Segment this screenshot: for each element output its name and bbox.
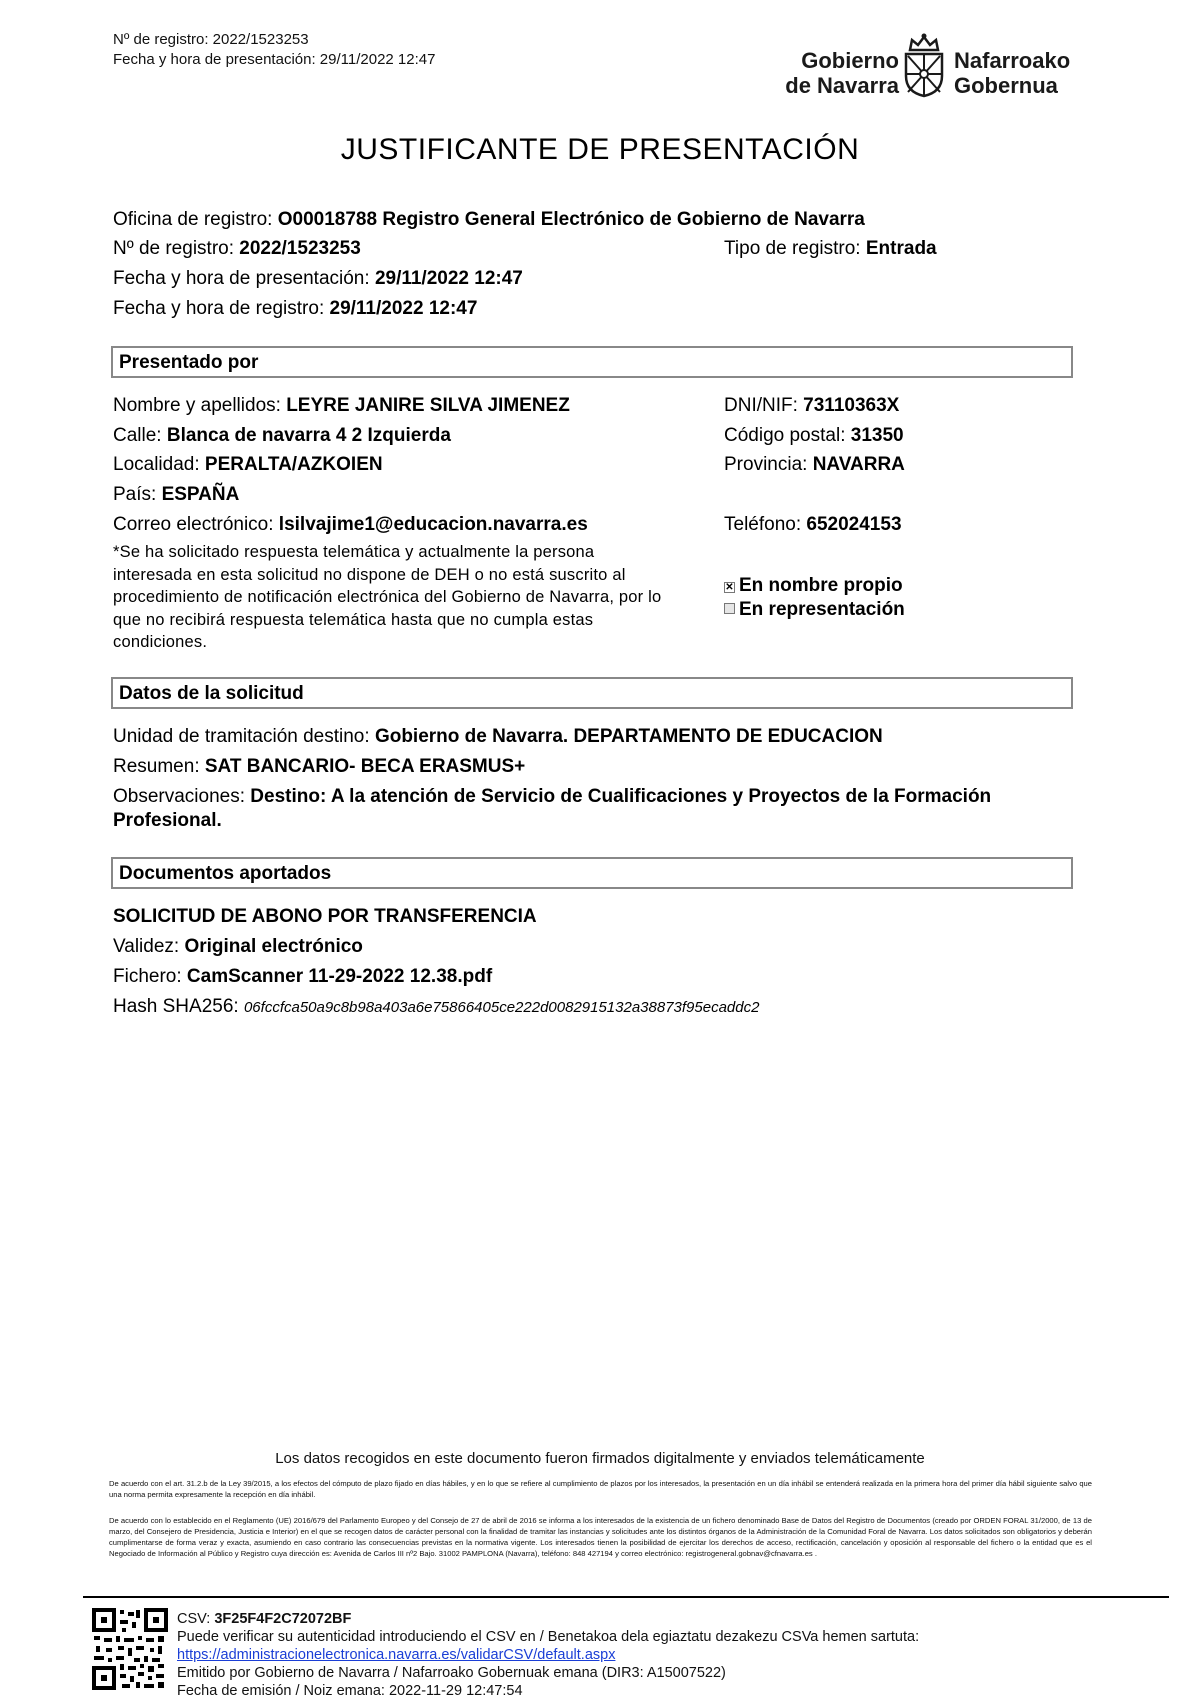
section-documentos-aportados: Documentos aportados xyxy=(111,857,1073,889)
emitido-por: Emitido por Gobierno de Navarra / Nafarroako Gobernuak emana (DIR3: A15007522) xyxy=(177,1665,726,1681)
calle-value: Blanca de navarra 4 2 Izquierda xyxy=(166,425,451,446)
hash-label: Hash SHA256: xyxy=(113,996,244,1017)
observaciones xyxy=(113,784,991,810)
pais xyxy=(113,482,239,508)
numero-label: Nº de registro: xyxy=(113,238,240,259)
oficina-value: O00018788 Registro General Electrónico de Gobierno de Navarra xyxy=(277,209,865,230)
csv-label: CSV: xyxy=(177,1611,215,1627)
logo-text-left-1: Gobierno xyxy=(801,48,899,73)
navarra-coat-of-arms-icon xyxy=(902,32,946,98)
pais-value: ESPAÑA xyxy=(161,484,240,505)
section-datos-solicitud: Datos de la solicitud xyxy=(111,677,1073,709)
government-logo xyxy=(762,30,1082,100)
validez-value: Original electrónico xyxy=(184,936,363,957)
cp-label: Código postal: xyxy=(724,425,851,446)
fecha-presentacion xyxy=(113,266,523,292)
correo-value: lsilvajime1@educacion.navarra.es xyxy=(278,514,588,535)
option-label: En nombre propio xyxy=(739,575,903,596)
csv-line xyxy=(177,1610,919,1628)
csv-value: 3F25F4F2C72072BF xyxy=(214,1611,352,1627)
tipo-value: Entrada xyxy=(865,238,937,259)
oficina-registro xyxy=(113,207,865,233)
numero-registro xyxy=(113,236,361,262)
provincia-value: NAVARRA xyxy=(812,454,905,475)
calle-label: Calle: xyxy=(113,425,167,446)
firmados-notice: Los datos recogidos en este documento fueron firmados digitalmente y enviados telemáticamente xyxy=(275,1450,925,1467)
fecha-registro xyxy=(113,296,477,322)
hash-sha256 xyxy=(113,994,759,1021)
checkbox-checked-icon: ✕ xyxy=(725,582,734,593)
localidad xyxy=(113,452,383,478)
deh-note-line: interesada en esta solicitud no dispone de DEH o no está suscrito al xyxy=(113,565,626,584)
fichero-value: CamScanner 11-29-2022 12.38.pdf xyxy=(186,966,493,987)
legal-text-plazos: De acuerdo con el art. 31.2.b de la Ley 39/2015, a los efectos del cómputo de plazo fijado en días hábiles, y en lo que se refiere al cumplimiento de plazos por los interesados, la presentación en un día inhábil se entenderá realizada en la primera hora del primer día hábil siguiente salvo que una norma permita expresamente la recepción en día inhábil. xyxy=(109,1479,1092,1499)
header-fecha: Fecha y hora de presentación: 29/11/2022 12:47 xyxy=(113,51,436,68)
unidad-value: Gobierno de Navarra. DEPARTAMENTO DE EDUCACION xyxy=(374,726,883,747)
observaciones-cont xyxy=(113,808,222,834)
document-title-item: SOLICITUD DE ABONO POR TRANSFERENCIA xyxy=(113,906,537,927)
footer-info xyxy=(177,1610,919,1700)
codigo-postal xyxy=(724,423,904,449)
logo-text-right-1: Nafarroako xyxy=(954,48,1071,73)
checkbox-unchecked-icon xyxy=(724,603,735,614)
localidad-label: Localidad: xyxy=(113,454,205,475)
qr-code-icon xyxy=(92,1608,168,1690)
observaciones-label: Observaciones: xyxy=(113,786,251,807)
deh-note xyxy=(113,541,718,654)
header-registro: Nº de registro: 2022/1523253 xyxy=(113,31,309,48)
correo-electronico xyxy=(113,512,588,538)
observaciones-value: Destino: A la atención de Servicio de Cualificaciones y Proyectos de la Formación xyxy=(250,786,992,807)
fecha-reg-label: Fecha y hora de registro: xyxy=(113,298,330,319)
provincia-label: Provincia: xyxy=(724,454,813,475)
hash-value: 06fccfca50a9c8b98a403a6e75866405ce222d0082915132a38873f95ecaddc2 xyxy=(243,999,760,1016)
dni-nif xyxy=(724,393,899,419)
fecha-pres-value: 29/11/2022 12:47 xyxy=(374,268,523,289)
resumen xyxy=(113,754,525,780)
nombre-apellidos xyxy=(113,393,570,419)
provincia xyxy=(724,452,905,478)
fecha-pres-label: Fecha y hora de presentación: xyxy=(113,268,375,289)
cp-value: 31350 xyxy=(850,425,904,446)
unidad-tramitacion xyxy=(113,724,883,750)
observaciones-value-cont: Profesional. xyxy=(113,810,222,831)
resumen-value: SAT BANCARIO- BECA ERASMUS+ xyxy=(204,756,526,777)
option-representacion xyxy=(724,597,905,623)
fichero-label: Fichero: xyxy=(113,966,187,987)
resumen-label: Resumen: xyxy=(113,756,205,777)
calle xyxy=(113,423,451,449)
section-presentado-por: Presentado por xyxy=(111,346,1073,378)
deh-note-line: procedimiento de notificación electrónica del Gobierno de Navarra, por lo xyxy=(113,588,662,606)
tipo-label: Tipo de registro: xyxy=(724,238,866,259)
dni-value: 73110363X xyxy=(803,395,900,416)
telefono-value: 652024153 xyxy=(806,514,902,535)
fecha-reg-value: 29/11/2022 12:47 xyxy=(329,298,478,319)
nombre-label: Nombre y apellidos: xyxy=(113,395,287,416)
document-title: JUSTIFICANTE DE PRESENTACIÓN xyxy=(340,133,860,166)
correo-label: Correo electrónico: xyxy=(113,514,279,535)
option-nombre-propio xyxy=(724,573,903,599)
option-label: En representación xyxy=(739,599,905,620)
dni-label: DNI/NIF: xyxy=(724,395,804,416)
logo-text-left-2: de Navarra xyxy=(785,73,899,98)
legal-text-datos: De acuerdo con lo establecido en el Reglamento (UE) 2016/679 del Parlamento Europeo y del Consejo de 27 de abril de 2016 se informa a los interesados de la existencia de un fichero denominado Base de Datos del Registro de Documentos (creado por ORDEN FORAL 31/2000, de 13 de marzo, del Consejero de Presidencia, Justicia e Interior) en el que se recogen datos de carácter personal con la finalidad de tramitar las instancias y solicitudes ante los distintos órganos de la Administración de la Comunidad Foral de Navarra. Los datos solicitados son obligatorios y deberán cumplimentarse de forma veraz y exacta, asumiendo en caso contrario las consecuencias previstas en la normativa vigente. Los interesados tienen la posibilidad de ejercitar los derechos de acceso, rectificación, cancelación y oposición al responsable del fichero o la entidad que es el Negociado de Información al Público y Registro cuya dirección es: Avenida de Carlos III nº2 Bajo. 31002 PAMPLONA (Navarra), teléfono: 848 427194 y correo electrónico: registrogeneral.gobnav@cfnavarra.es . xyxy=(109,1516,1092,1558)
unidad-label: Unidad de tramitación destino: xyxy=(113,726,375,747)
deh-note-line: condiciones. xyxy=(113,633,208,651)
telefono-label: Teléfono: xyxy=(724,514,807,535)
telefono xyxy=(724,512,902,538)
deh-note-line: *Se ha solicitado respuesta telemática y actualmente la persona xyxy=(113,543,595,561)
validez xyxy=(113,934,363,960)
tipo-registro xyxy=(724,236,937,262)
logo-text-right-2: Gobernua xyxy=(954,73,1058,98)
verify-url-link[interactable]: https://administracionelectronica.navarra.es/validarCSV/default.aspx xyxy=(177,1647,616,1663)
numero-value: 2022/1523253 xyxy=(239,238,361,259)
validez-label: Validez: xyxy=(113,936,185,957)
localidad-value: PERALTA/AZKOIEN xyxy=(204,454,383,475)
fichero xyxy=(113,964,492,990)
footer-divider xyxy=(83,1596,1169,1598)
deh-note-line: que no recibirá respuesta telemática hasta que no cumpla estas xyxy=(113,610,594,629)
fecha-emision: Fecha de emisión / Noiz emana: 2022-11-29 12:47:54 xyxy=(177,1683,523,1699)
oficina-label: Oficina de registro: xyxy=(113,209,278,230)
verify-text: Puede verificar su autenticidad introduciendo el CSV en / Benetakoa dela egiaztatu dezakezu CSVa hemen sartuta: xyxy=(177,1629,920,1645)
pais-label: País: xyxy=(113,484,162,505)
nombre-value: LEYRE JANIRE SILVA JIMENEZ xyxy=(286,395,570,416)
